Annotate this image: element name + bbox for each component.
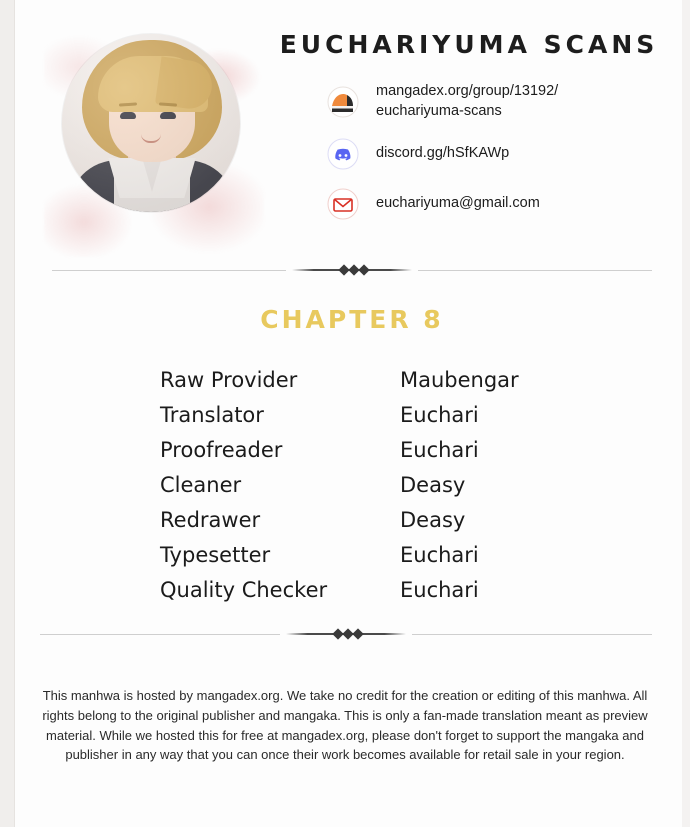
- divider-top: [52, 264, 652, 276]
- discord-icon: [326, 137, 360, 171]
- mangadex-icon: [326, 85, 360, 119]
- email-link-text: euchariyuma@gmail.com: [376, 195, 540, 212]
- avatar: [62, 34, 240, 212]
- link-email[interactable]: [326, 187, 666, 221]
- credit-name: Maubengar: [400, 368, 519, 392]
- credit-row: [160, 473, 580, 507]
- credit-role: Typesetter: [160, 543, 271, 567]
- credit-name: Euchari: [400, 438, 479, 462]
- credit-role: Cleaner: [160, 473, 242, 497]
- divider-bottom: [40, 628, 652, 640]
- link-mangadex[interactable]: [326, 82, 666, 121]
- credit-name: Euchari: [400, 543, 479, 567]
- ornament-diamond-3: [358, 264, 369, 275]
- credit-role: Proofreader: [160, 438, 283, 462]
- mangadex-link-line1: mangadex.org/group/13192/: [376, 83, 559, 99]
- discord-link-text: discord.gg/hSfKAWp: [376, 145, 510, 162]
- credit-role: Redrawer: [160, 508, 261, 532]
- divider-line-left: [40, 634, 280, 635]
- divider-line-right: [418, 270, 652, 271]
- credit-row: [160, 403, 580, 437]
- divider-ornament: [286, 628, 406, 640]
- credit-name: Euchari: [400, 403, 479, 427]
- mangadex-link-line2: euchariyuma-scans: [376, 102, 502, 119]
- contact-links: [326, 82, 666, 237]
- credit-row: [160, 368, 580, 402]
- divider-ornament: [292, 264, 412, 276]
- credits-list: [160, 368, 580, 613]
- disclaimer-text: This manhwa is hosted by mangadex.org. We take no credit for the creation or editing of this manhwa. All rights belong to the original publisher and mangaka. This is only a fan-made translation meant as preview material. While we hosted this for free at mangadex.org, please don't forget to support the mangaka and publisher in any way that you can once their work becomes available for retail sale in your region.: [42, 688, 648, 763]
- credit-row: [160, 578, 580, 612]
- credit-role: Quality Checker: [160, 578, 328, 602]
- credit-row: [160, 508, 580, 542]
- divider-line-right: [412, 634, 652, 635]
- left-margin-strip: [0, 0, 15, 827]
- divider-line-left: [52, 270, 286, 271]
- avatar-shading: [62, 34, 240, 212]
- group-title: EUCHARIYUMA SCANS: [279, 30, 659, 59]
- ornament-diamond-3: [352, 628, 363, 639]
- avatar-area: [44, 22, 264, 257]
- credit-row: [160, 438, 580, 472]
- credit-row: [160, 543, 580, 577]
- credit-role: Translator: [160, 403, 264, 427]
- credit-role: Raw Provider: [160, 368, 298, 392]
- credit-name: Deasy: [400, 473, 466, 497]
- chapter-title: CHAPTER 8: [260, 305, 444, 334]
- link-discord[interactable]: [326, 137, 666, 171]
- mangadex-link-text: [376, 82, 558, 121]
- credit-name: Deasy: [400, 508, 466, 532]
- gmail-icon: [326, 187, 360, 221]
- header-section: [14, 0, 690, 268]
- credit-name: Euchari: [400, 578, 479, 602]
